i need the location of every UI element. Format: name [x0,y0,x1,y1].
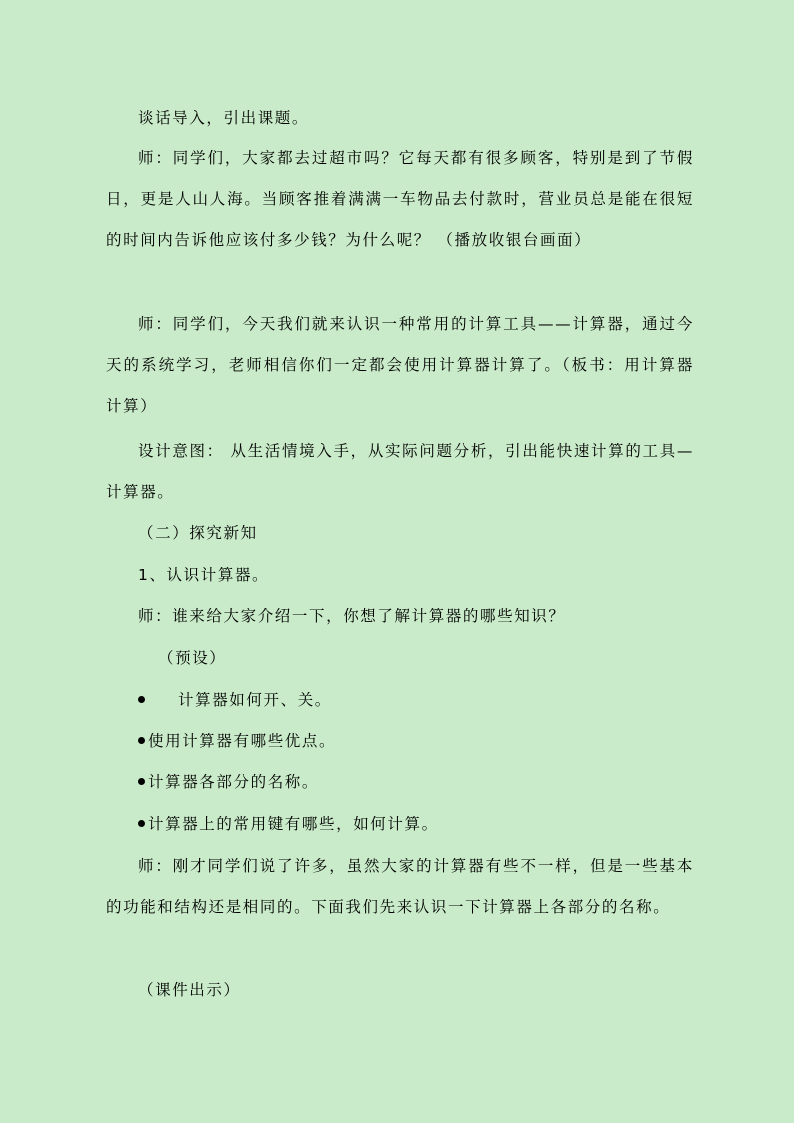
bullet-icon [138,737,145,744]
paragraph-courseware-display: （课件出示） [138,981,241,999]
list-item: 计算器上的常用键有哪些，如何计算。 [138,804,439,845]
list-item: 使用计算器有哪些优点。 [138,721,336,762]
paragraph-teacher-ask: 师：谁来给大家介绍一下，你想了解计算器的哪些知识？ [138,607,566,625]
paragraph-teacher-introduce-calculator: 师：同学们，今天我们就来认识一种常用的计算工具——计算器，通过今天的系统学习，老师相信你们一定都会使用计算器计算了。（板书：用计算器计算） [106,315,694,415]
paragraph-teacher-question: 师：同学们，大家都去过超市吗？它每天都有很多顾客，特别是到了节假日，更是人山人海。当顾客推着满满一车物品去付款时，营业员总是能在很短的时间内告诉他应该付多少钱？为什么呢？ （播放收银台画面） [106,149,694,249]
paragraph-design-intent: 设计意图： 从生活情境入手，从实际问题分析，引出能快速计算的工具—计算器。 [106,442,694,501]
paragraph-teacher-summary: 师：刚才同学们说了许多，虽然大家的计算器有些不一样，但是一些基本的功能和结构还是相同的。下面我们先来认识一下计算器上各部分的名称。 [106,857,694,916]
bullet-icon [138,696,145,703]
section-heading-explore: （二）探究新知 [138,524,258,542]
paragraph-intro: 谈话导入，引出课题。 [138,109,310,127]
bullet-icon [138,778,145,785]
subsection-heading-know-calculator: 1、认识计算器。 [138,566,270,584]
list-item: 计算器如何开、关。 [138,680,332,721]
bullet-icon [138,820,145,827]
list-item: 计算器各部分的名称。 [138,762,319,803]
paragraph-preset: （预设） [158,649,227,667]
